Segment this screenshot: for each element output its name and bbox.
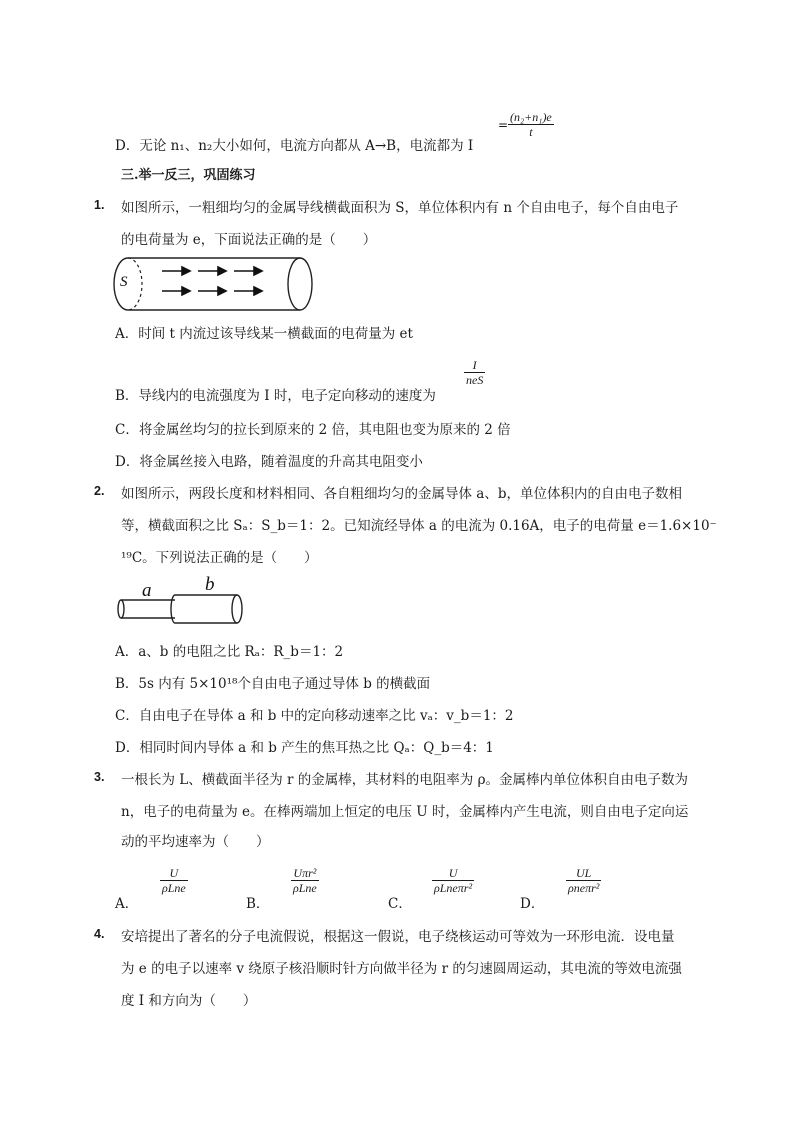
q2-conductor-figure <box>115 570 250 630</box>
formula-numerator: I <box>464 358 485 373</box>
prev-option-d: D．无论 n₁、n₂大小如何，电流方向都从 A→B，电流都为 I <box>115 138 474 154</box>
q1-stem-line2: 的电荷量为 e，下面说法正确的是（ ） <box>121 232 377 248</box>
q1-option-b: B．导线内的电流强度为 I 时，电子定向移动的速度为 <box>115 388 436 404</box>
q3-number: 3. <box>94 770 105 784</box>
q3-option-a-formula <box>160 866 188 895</box>
q1-option-b-formula <box>464 358 485 387</box>
q2-figure-label-a: a <box>142 580 152 601</box>
q1-option-d: D．将金属丝接入电路，随着温度的升高其电阻变小 <box>115 454 423 470</box>
q2-option-a: A．a、b 的电阻之比 Rₐ：R_b＝1：2 <box>115 644 344 660</box>
q2-option-c: C．自由电子在导体 a 和 b 中的定向移动速率之比 vₐ：v_b＝1：2 <box>115 708 514 724</box>
q3-option-c-formula <box>432 866 474 895</box>
q2-stem-line2: 等，横截面积之比 Sₐ：S_b＝1：2。已知流经导体 a 的电流为 0.16A，电子的电荷量 e＝1.6×10⁻ <box>121 518 717 534</box>
formula-denominator: ρLneπr² <box>434 881 473 895</box>
q2-option-b: B．5s 内有 5×10¹⁸个自由电子通过导体 b 的横截面 <box>115 676 431 692</box>
q4-stem-line1: 安培提出了著名的分子电流假说，根据这一假说，电子绕核运动可等效为一环形电流．设电量 <box>121 929 675 945</box>
q4-stem-line3: 度 I 和方向为（ ） <box>121 993 257 1009</box>
formula-denominator: ρLne <box>293 881 317 895</box>
q3-option-a-label: A． <box>115 896 139 912</box>
formula-denominator: ρneπr² <box>568 881 600 895</box>
q3-option-d-label: D． <box>520 896 545 912</box>
formula-numerator: UL <box>566 866 601 881</box>
q3-option-b-formula <box>291 866 319 895</box>
formula-denominator: neS <box>466 373 484 387</box>
q2-option-d: D．相同时间内导体 a 和 b 产生的焦耳热之比 Qₐ：Q_b＝4：1 <box>115 740 494 756</box>
formula-denominator: t <box>529 125 533 139</box>
q1-stem-line1: 如图所示，一粗细均匀的金属导线横截面积为 S，单位体积内有 n 个自由电子，每个自由电子 <box>121 200 679 216</box>
q2-stem-line1: 如图所示，两段长度和材料相同、各自粗细均匀的金属导体 a、b，单位体积内的自由电子数相 <box>121 486 682 502</box>
q3-stem-line2: n，电子的电荷量为 e。在棒两端加上恒定的电压 U 时，金属棒内产生电流，则自由电子定向运 <box>121 804 689 820</box>
q4-stem-line2: 为 e 的电子以速率 v 绕原子核沿顺时针方向做半径为 r 的匀速圆周运动，其电流的等效电流强 <box>121 961 682 977</box>
q3-option-c-label: C． <box>388 896 412 912</box>
formula-numerator: U <box>160 866 188 881</box>
formula-numerator: Uπr² <box>291 866 319 881</box>
q1-option-a: A．时间 t 内流过该导线某一横截面的电荷量为 et <box>115 326 413 342</box>
section-title: 三.举一反三，巩固练习 <box>121 168 256 183</box>
formula-numerator: (n₂+n₁)e <box>510 110 552 124</box>
q3-stem-line3: 动的平均速率为（ ） <box>121 834 270 850</box>
q4-number: 4. <box>94 927 105 941</box>
q1-wire-figure <box>110 256 320 314</box>
q2-stem-line3: ¹⁹C。下列说法正确的是（ ） <box>121 550 318 566</box>
q1-option-c: C．将金属丝均匀的拉长到原来的 2 倍，其电阻也变为原来的 2 倍 <box>115 422 511 438</box>
q1-number: 1. <box>94 198 105 212</box>
q2-figure-label-b: b <box>205 574 215 595</box>
q2-number: 2. <box>94 484 105 498</box>
q3-stem-line1: 一根长为 L、横截面半径为 r 的金属棒，其材料的电阻率为 ρ。金属棒内单位体积自由电子数为 <box>121 772 689 788</box>
q3-option-b-label: B． <box>246 896 270 912</box>
q1-figure-label-s: S <box>120 274 128 290</box>
prev-option-d-formula <box>508 110 554 139</box>
formula-denominator: ρLne <box>162 881 186 895</box>
prev-option-d-equals: = <box>498 118 509 132</box>
formula-numerator: U <box>432 866 474 881</box>
q3-option-d-formula <box>566 866 601 895</box>
